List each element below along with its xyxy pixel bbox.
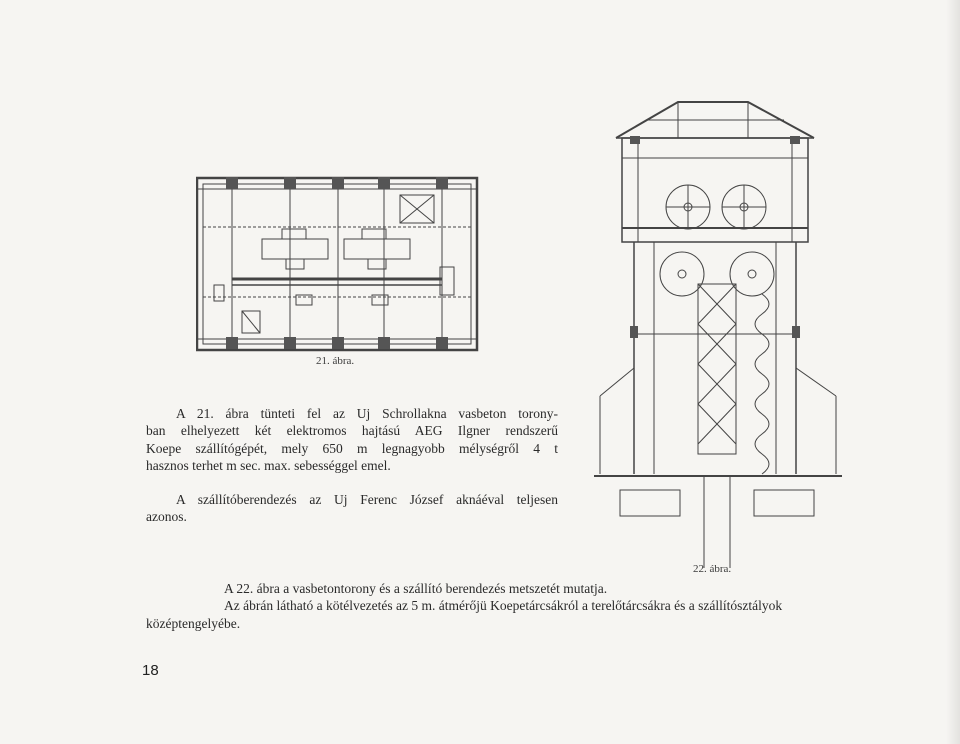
paragraph-line: A szállítóberendezés az Uj Ferenc József aknáéval teljesen xyxy=(176,492,558,507)
figure-22-section-drawing xyxy=(594,94,842,568)
figure-21-plan-drawing xyxy=(196,175,480,353)
paragraph-22-description xyxy=(146,580,906,632)
paragraph-line: Koepe szállítógépét, mely 650 m legnagyobb mélységről 4 t xyxy=(146,440,558,456)
section-drawing-svg xyxy=(594,94,842,568)
page-edge-shadow xyxy=(946,0,960,744)
paragraph-line: Az ábrán látható a kötélvezetés az 5 m. átmérőjü Koepetárcsákról a terelőtárcsákra és a szállítósztályok xyxy=(224,598,783,614)
plan-drawing-svg xyxy=(196,175,480,353)
paragraph-equipment-identical xyxy=(146,491,558,526)
paragraph-line: azonos. xyxy=(146,509,187,525)
paragraph-21-description xyxy=(146,405,558,475)
paragraph-line: középtengelyébe. xyxy=(146,615,241,631)
figure-21-caption: 21. ábra. xyxy=(316,355,355,367)
paragraph-line: A 22. ábra a vasbetontorony és a szállító berendezés metszetét mutatja. xyxy=(224,581,608,596)
figure-22-caption: 22. ábra. xyxy=(693,563,732,575)
paragraph-line: A 21. ábra tünteti fel az Uj Schrollakna vasbeton torony- xyxy=(176,406,558,421)
page-number: 18 xyxy=(142,662,159,679)
paragraph-line: ban elhelyezett két elektromos hajtású AEG Ilgner rendszerű xyxy=(146,423,558,439)
paragraph-line: hasznos terhet m sec. max. sebességgel emel. xyxy=(146,458,391,474)
